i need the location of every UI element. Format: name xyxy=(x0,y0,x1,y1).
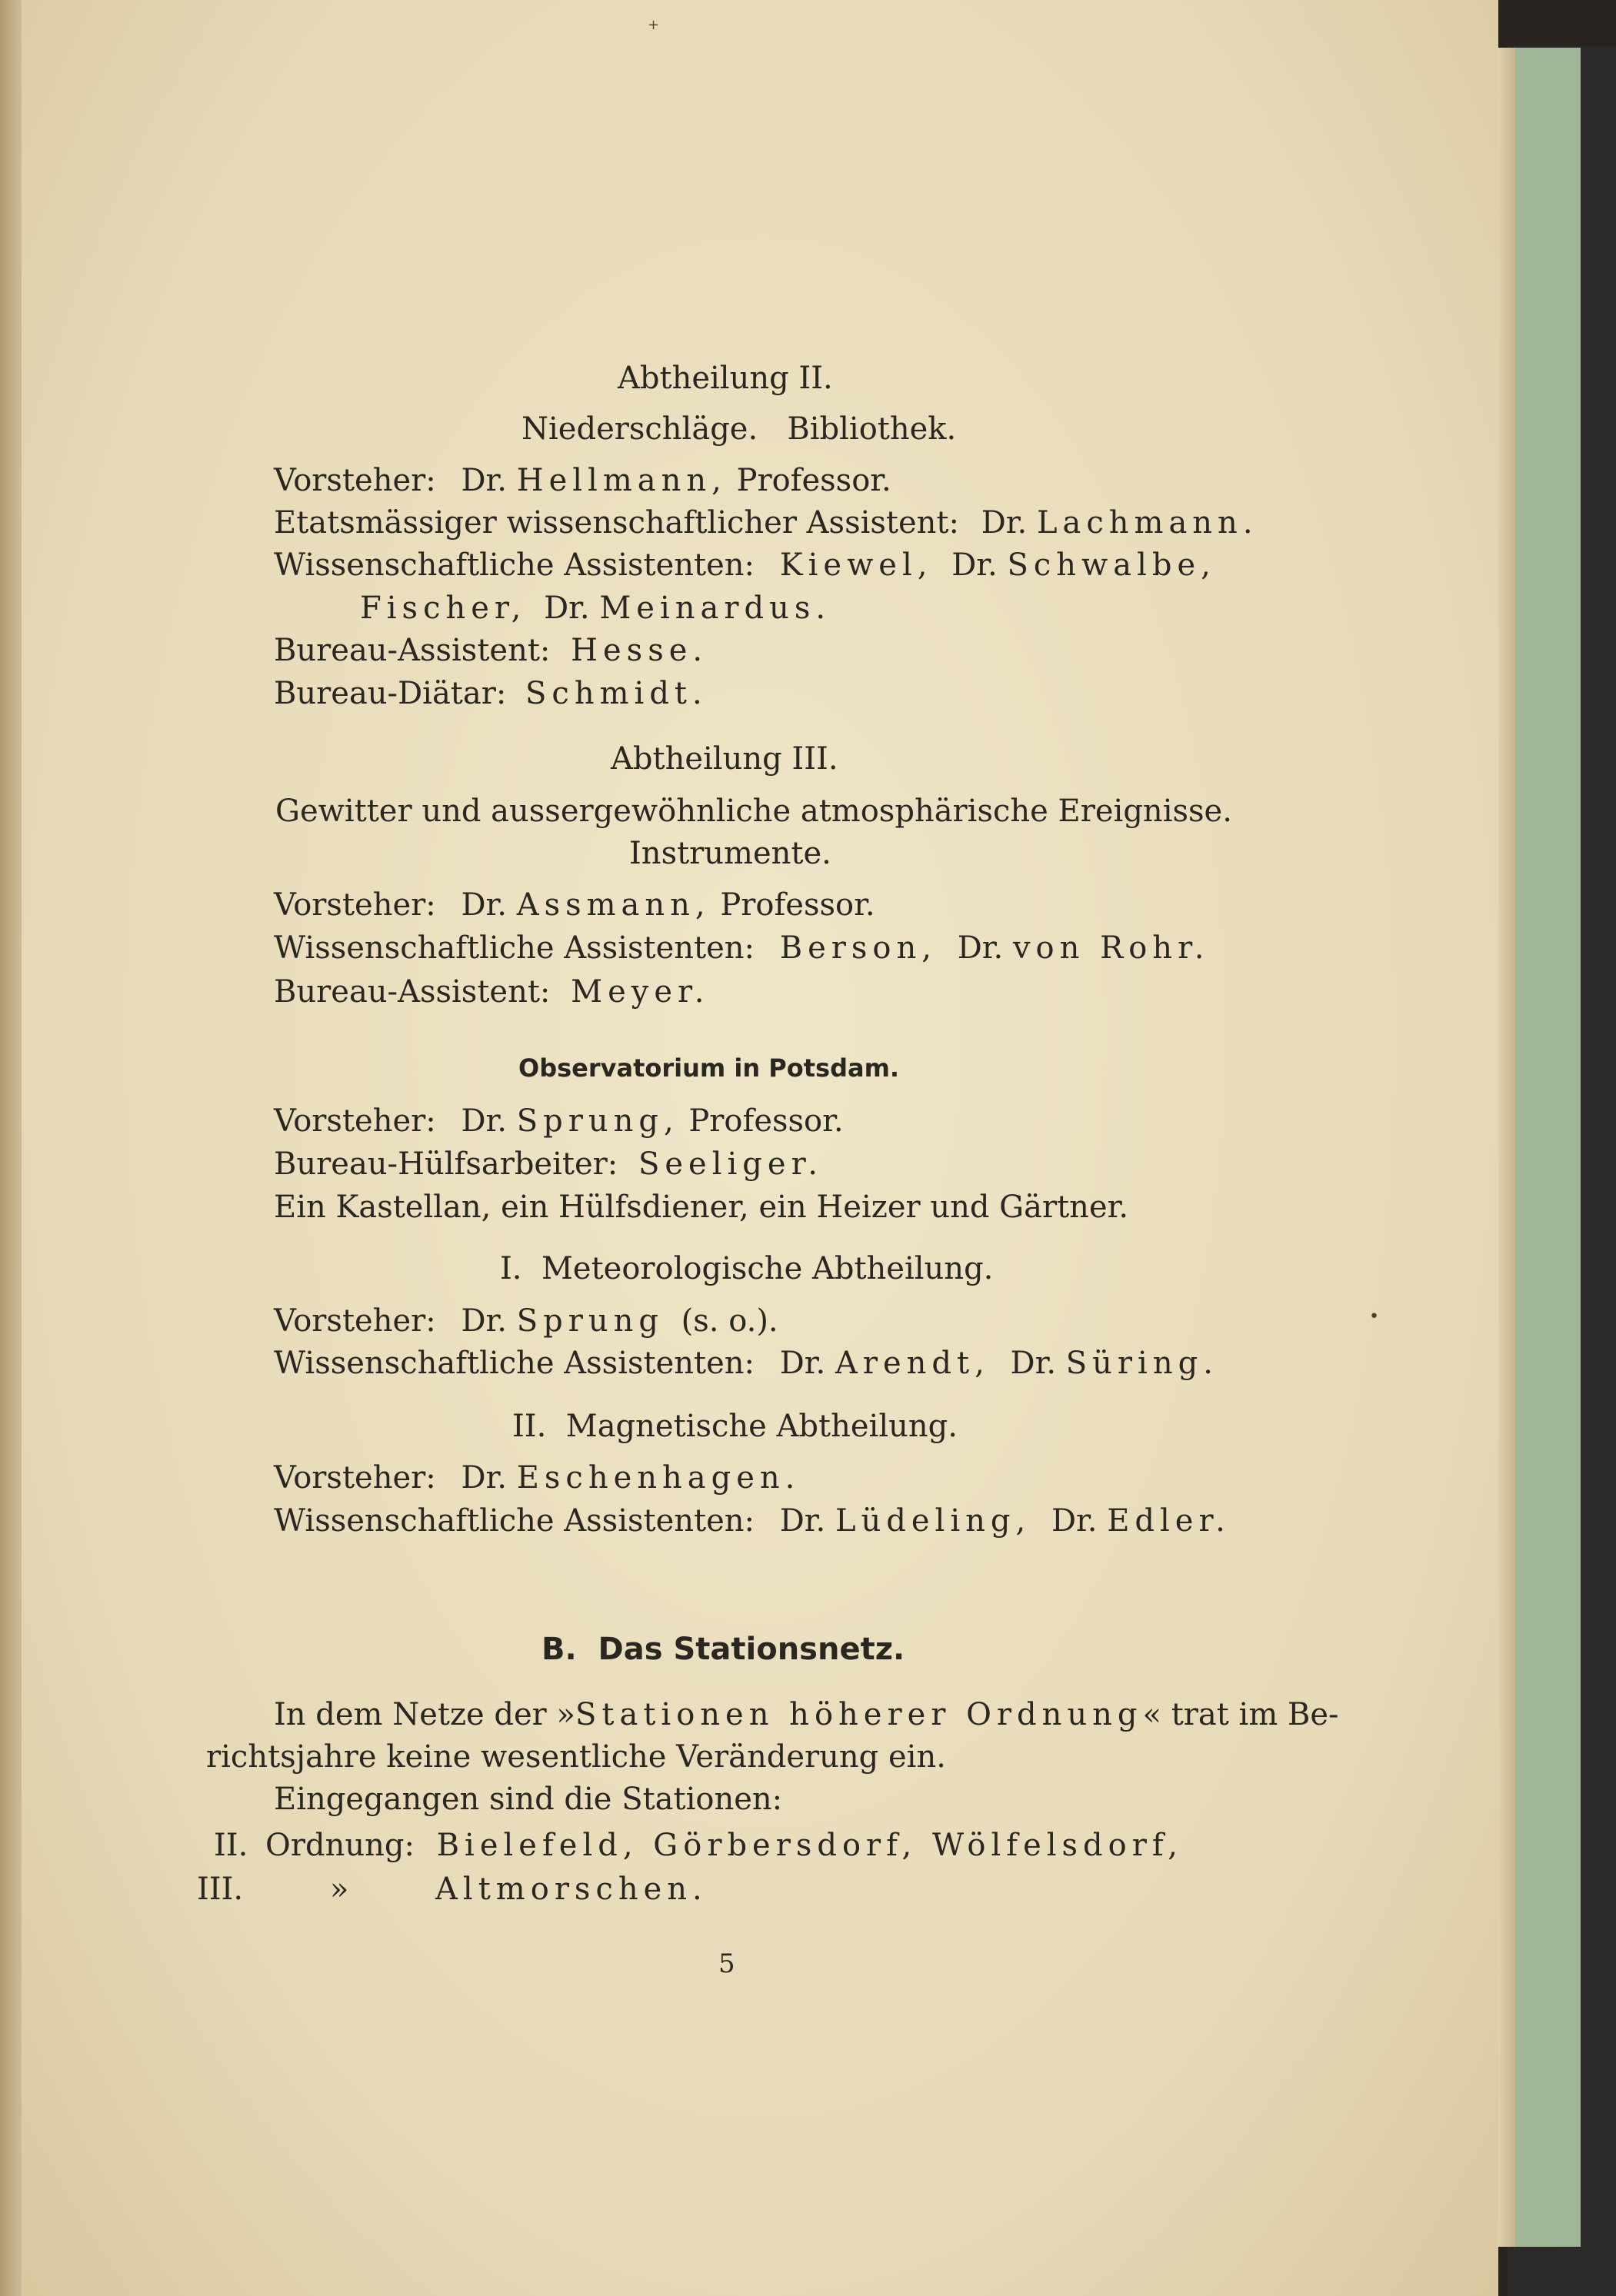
person-name: Süring. xyxy=(1065,1346,1218,1381)
dr: Dr. xyxy=(957,930,1004,966)
abt2-wiss-cont xyxy=(360,593,831,624)
person-name: Schwalbe, xyxy=(1007,547,1216,583)
dr: Dr. xyxy=(461,1103,507,1139)
abt3-wiss xyxy=(274,930,1210,966)
text: « trat im Be- xyxy=(1142,1697,1339,1732)
dr: Dr. xyxy=(461,887,507,923)
person-name: Berson, xyxy=(779,930,937,966)
label: Vorsteher: xyxy=(274,887,436,923)
abt2-subtitle: Niederschläge. Bibliothek. xyxy=(521,411,957,447)
person-title: Professor. xyxy=(720,887,875,923)
person-name: Arendt, xyxy=(835,1346,990,1381)
mag-wiss xyxy=(274,1503,1231,1539)
person-name: Kiewel, xyxy=(779,547,933,583)
label: Bureau-Hülfsarbeiter: xyxy=(274,1146,618,1182)
reference: (s. o.). xyxy=(681,1303,778,1339)
person-name: Edler. xyxy=(1107,1503,1231,1539)
section-b-para2: Eingegangen sind die Stationen: xyxy=(274,1782,783,1817)
label: Ordnung: xyxy=(265,1828,415,1863)
person-name: Eschenhagen. xyxy=(516,1460,801,1496)
abt2-vorsteher xyxy=(274,465,891,496)
abt3-vorsteher xyxy=(274,887,875,923)
abt3-subtitle: Gewitter und aussergewöhnliche atmosphärische Ereignisse. xyxy=(275,794,1232,829)
person-name: Schmidt. xyxy=(525,676,708,711)
person-title: Professor. xyxy=(736,463,891,498)
tick-mark: + xyxy=(648,17,660,33)
potsdam-title: Observatorium in Potsdam. xyxy=(518,1053,900,1083)
dr: Dr. xyxy=(461,1303,507,1339)
label: Wissenschaftliche Assistenten: xyxy=(274,930,755,966)
page-number: 5 xyxy=(718,1948,735,1979)
mag-title: II. Magnetische Abtheilung. xyxy=(512,1409,958,1444)
person-name: Fischer, xyxy=(360,591,527,626)
person-name: von Rohr. xyxy=(1012,930,1210,966)
person-name: Lüdeling, xyxy=(835,1503,1031,1539)
abt2-bureau-diaetar xyxy=(274,678,708,709)
ink-spot: • xyxy=(1369,1307,1379,1326)
person-name: Sprung, xyxy=(516,1103,679,1139)
text: In dem Netze der » xyxy=(274,1697,575,1732)
section-b-title: B. Das Stationsnetz. xyxy=(541,1632,905,1667)
label: Wissenschaftliche Assistenten: xyxy=(274,547,755,583)
dr: Dr. xyxy=(461,463,507,498)
person-name: Hesse. xyxy=(571,633,708,668)
label: Wissenschaftliche Assistenten: xyxy=(274,1346,755,1381)
person-name: Lachmann. xyxy=(1036,505,1258,541)
abt3-subtitle2: Instrumente. xyxy=(629,836,831,871)
dr: Dr. xyxy=(779,1346,826,1381)
dr: Dr. xyxy=(981,505,1028,541)
dr: Dr. xyxy=(461,1460,507,1496)
label: Vorsteher: xyxy=(274,1460,436,1496)
potsdam-staff: Ein Kastellan, ein Hülfsdiener, ein Heizer und Gärtner. xyxy=(274,1190,1129,1225)
person-title: Professor. xyxy=(688,1103,844,1139)
met-title: I. Meteorologische Abtheilung. xyxy=(500,1251,994,1286)
ordinal: III. xyxy=(197,1872,244,1907)
potsdam-huelfs xyxy=(274,1146,824,1182)
station-list: Bielefeld, Görbersdorf, Wölfelsdorf, xyxy=(436,1828,1183,1863)
label: Bureau-Assistent: xyxy=(274,974,551,1010)
dr: Dr. xyxy=(951,547,998,583)
text-spaced: Stationen höherer Ordnung xyxy=(575,1697,1143,1732)
label: Vorsteher: xyxy=(274,1103,436,1139)
abt3-bureau-assistent xyxy=(274,974,710,1010)
document-page xyxy=(22,0,1498,2296)
label: Vorsteher: xyxy=(274,1303,436,1339)
dr: Dr. xyxy=(544,591,590,626)
mag-vorsteher xyxy=(274,1460,801,1496)
potsdam-vorsteher xyxy=(274,1103,844,1139)
station-list: Altmorschen. xyxy=(435,1872,708,1907)
ordinal: II. xyxy=(214,1828,248,1863)
station-row-1 xyxy=(214,1830,1183,1861)
label: Vorsteher: xyxy=(274,463,436,498)
person-name: Assmann, xyxy=(516,887,711,923)
label: Bureau-Assistent: xyxy=(274,633,551,668)
person-name: Hellmann, xyxy=(516,463,727,498)
met-vorsteher xyxy=(274,1303,778,1339)
person-name: Meyer. xyxy=(571,974,710,1010)
section-b-para1 xyxy=(274,1699,1339,1730)
abt2-wiss xyxy=(274,547,1216,583)
ditto-mark: » xyxy=(329,1872,349,1907)
dr: Dr. xyxy=(1010,1346,1057,1381)
station-row-2 xyxy=(197,1874,708,1905)
abt2-title: Abtheilung II. xyxy=(618,361,833,396)
person-name: Sprung xyxy=(516,1303,664,1339)
label: Wissenschaftliche Assistenten: xyxy=(274,1503,755,1539)
abt2-bureau-assistent xyxy=(274,635,708,666)
section-b-para1-line2: richtsjahre keine wesentliche Veränderung ein. xyxy=(206,1739,946,1775)
dr: Dr. xyxy=(1051,1503,1098,1539)
person-name: Seeliger. xyxy=(638,1146,824,1182)
label: Bureau-Diätar: xyxy=(274,676,507,711)
abt3-title: Abtheilung III. xyxy=(611,741,838,777)
label: Etatsmässiger wissenschaftlicher Assistent: xyxy=(274,505,959,541)
dr: Dr. xyxy=(779,1503,826,1539)
abt2-etats xyxy=(274,505,1258,541)
person-name: Meinardus. xyxy=(599,591,831,626)
met-wiss xyxy=(274,1348,1218,1379)
